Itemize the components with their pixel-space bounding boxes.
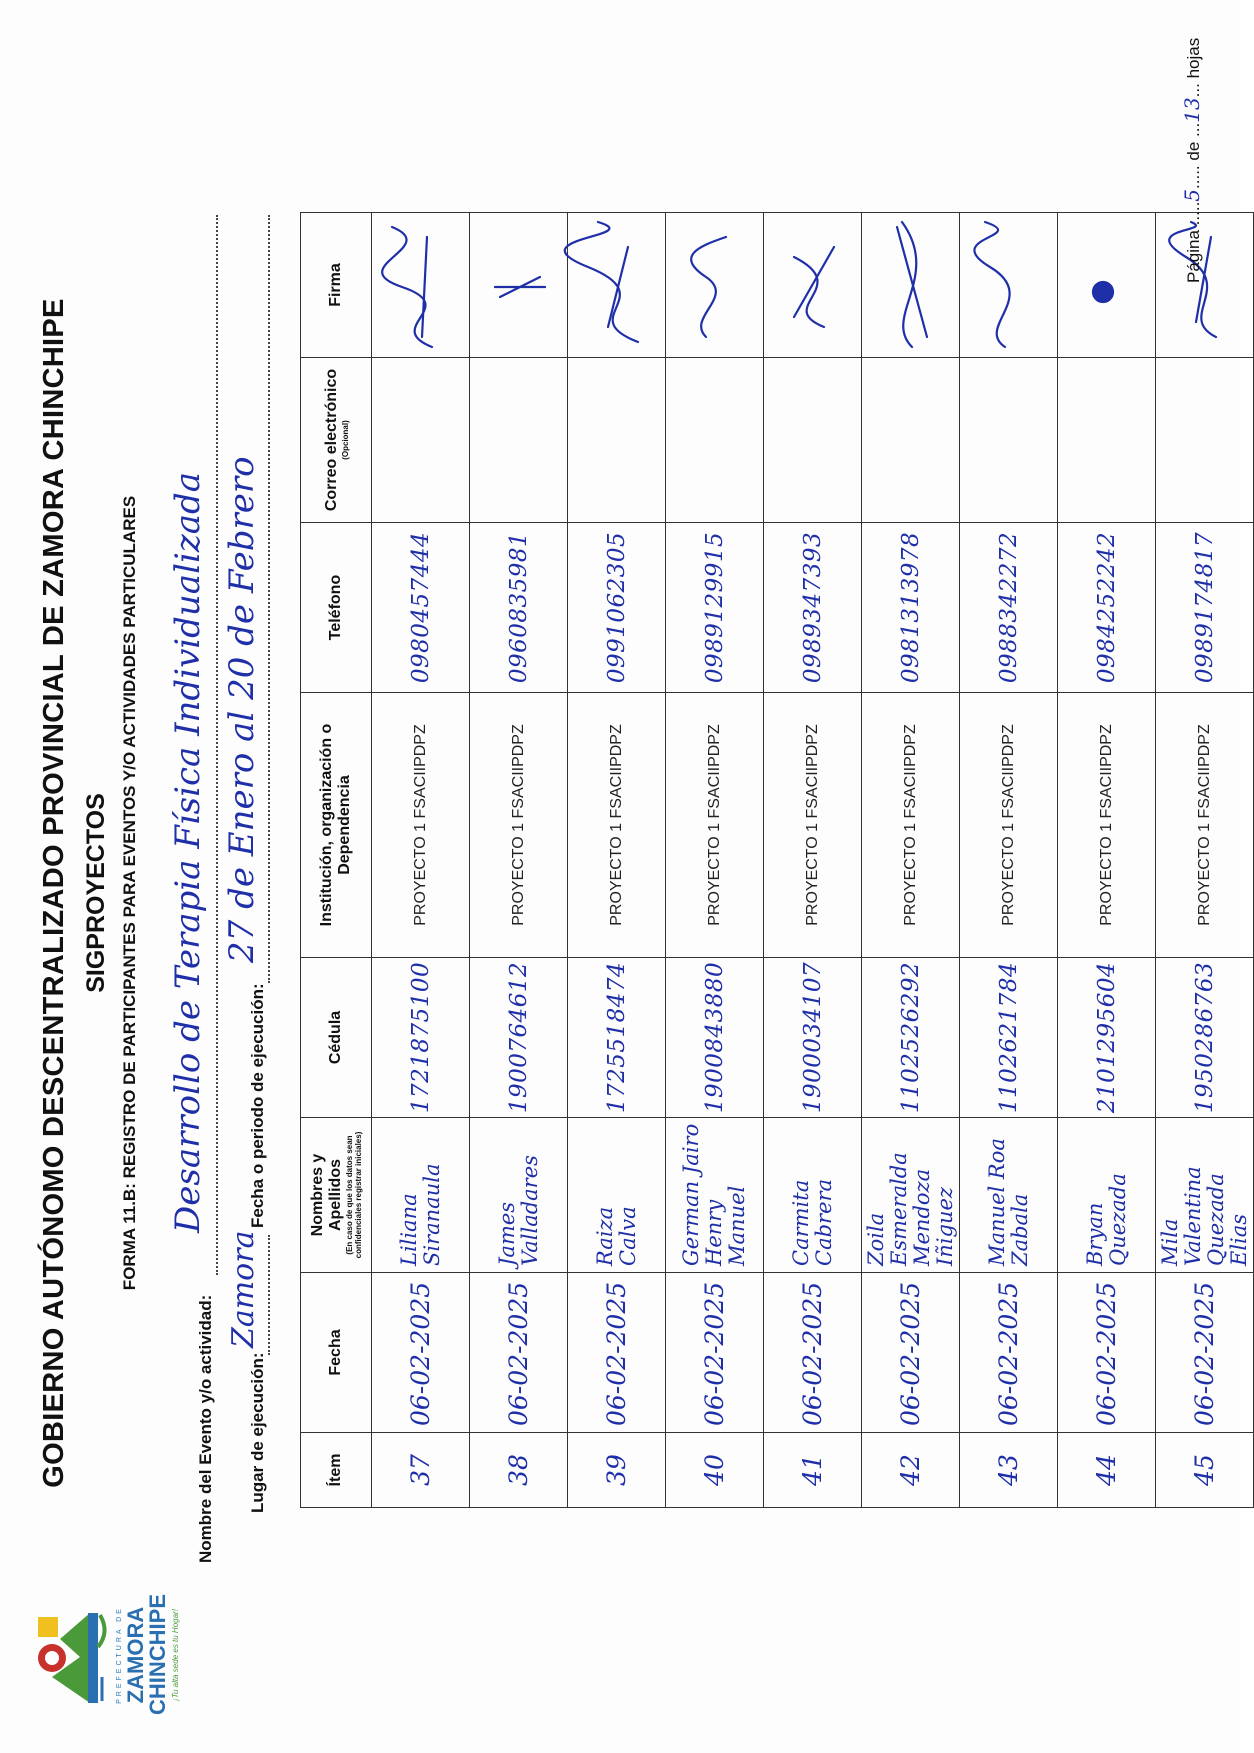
participants-table [300, 212, 1254, 1508]
cell-correo [862, 358, 960, 523]
cell-correo [1156, 358, 1254, 523]
cell-nombre [372, 1118, 470, 1273]
cell-nombre [470, 1118, 568, 1273]
cell-telefono: 0988342272 [960, 523, 1058, 693]
cell-institucion: PROYECTO 1 FSACIIPDPZ [1156, 693, 1254, 958]
cell-telefono: 0991062305 [568, 523, 666, 693]
cell-fecha: 06-02-2025 [862, 1273, 960, 1433]
cell-cedula: 1102526292 [862, 958, 960, 1118]
cell-nombre-line1: Bryan [1082, 1202, 1107, 1266]
header-cedula: Cédula [301, 958, 372, 1118]
signature-icon [372, 212, 469, 357]
header-nombres [301, 1118, 372, 1273]
header-firma: Firma [301, 213, 372, 358]
cell-cedula: 1721875100 [372, 958, 470, 1118]
cell-fecha: 06-02-2025 [470, 1273, 568, 1433]
cell-correo [666, 358, 764, 523]
cell-nombre-line2: Quezada Elias [1203, 1173, 1251, 1266]
table-header-row [301, 213, 372, 1508]
cell-nombre-line2: Mendoza Iñiguez [909, 1168, 957, 1266]
pager-total: 13 [1180, 97, 1204, 123]
cell-telefono: 0984252242 [1058, 523, 1156, 693]
date-dotline [268, 215, 270, 983]
signature-icon [470, 212, 567, 357]
pager-page: 5 [1180, 188, 1204, 202]
cell-fecha: 06-02-2025 [764, 1273, 862, 1433]
cell-nombre [764, 1118, 862, 1273]
table-row [470, 213, 568, 1508]
logo-tagline: ¡Tu alta sede es tu Hogar! [171, 1609, 180, 1701]
header-correo [301, 358, 372, 523]
cell-institucion: PROYECTO 1 FSACIIPDPZ [666, 693, 764, 958]
cell-item: 44 [1058, 1433, 1156, 1508]
cell-fecha: 06-02-2025 [568, 1273, 666, 1433]
table-row [568, 213, 666, 1508]
cell-institucion: PROYECTO 1 FSACIIPDPZ [568, 693, 666, 958]
prefectura-logo [30, 1585, 180, 1715]
cell-item: 43 [960, 1433, 1058, 1508]
cell-cedula: 1725518474 [568, 958, 666, 1118]
signature-icon [568, 212, 665, 357]
cell-nombre-line2: Zabala [1007, 1193, 1032, 1266]
header-institucion: Institución, organización o Dependencia [301, 693, 372, 958]
date-value: 27 de Enero al 20 de Febrero [222, 456, 262, 963]
cell-nombre-line2: Quezada [1105, 1173, 1130, 1266]
cell-institucion: PROYECTO 1 FSACIIPDPZ [1058, 693, 1156, 958]
cell-firma [470, 213, 568, 358]
place-value: Zamora [226, 1230, 261, 1348]
cell-correo [764, 358, 862, 523]
cell-item: 42 [862, 1433, 960, 1508]
cell-cedula: 2101295604 [1058, 958, 1156, 1118]
cell-correo [1058, 358, 1156, 523]
cell-firma [960, 213, 1058, 358]
cell-telefono: 0960835981 [470, 523, 568, 693]
cell-nombre [666, 1118, 764, 1273]
cell-fecha: 06-02-2025 [1058, 1273, 1156, 1433]
header-telefono: Teléfono [301, 523, 372, 693]
cell-cedula: 1102621784 [960, 958, 1058, 1118]
document-subtitle: SIGPROYECTOS [82, 793, 110, 993]
table-row [372, 213, 470, 1508]
cell-cedula: 1900843880 [666, 958, 764, 1118]
signature-icon [1058, 212, 1155, 357]
header-correo-label: Correo electrónico [322, 368, 340, 512]
cell-item: 40 [666, 1433, 764, 1508]
cell-nombre [568, 1118, 666, 1273]
cell-nombre-line1: Manuel Roa [984, 1138, 1009, 1266]
cell-nombre-line2: Siranaula [419, 1163, 444, 1266]
logo-line1: ZAMORA [123, 1606, 148, 1704]
cell-correo [470, 358, 568, 523]
cell-cedula: 1900764612 [470, 958, 568, 1118]
pager-prefix: Página [1184, 230, 1203, 283]
form-title: FORMA 11.B: REGISTRO DE PARTICIPANTES PARA EVENTOS Y/O ACTIVIDADES PARTICULARES [120, 495, 139, 1291]
pager-middle: de [1184, 141, 1203, 161]
cell-nombre-line2: Calva [615, 1206, 640, 1266]
cell-telefono: 0989174817 [1156, 523, 1254, 693]
cell-nombre-line1: German Jairo [679, 1123, 703, 1266]
cell-fecha: 06-02-2025 [960, 1273, 1058, 1433]
cell-firma [862, 213, 960, 358]
cell-telefono: 0980457444 [372, 523, 470, 693]
table-row [1156, 213, 1254, 1508]
cell-nombre-line1: James [494, 1201, 519, 1266]
table-row [960, 213, 1058, 1508]
cell-institucion: PROYECTO 1 FSACIIPDPZ [470, 693, 568, 958]
cell-correo [960, 358, 1058, 523]
cell-fecha: 06-02-2025 [666, 1273, 764, 1433]
header-fecha: Fecha [301, 1273, 372, 1433]
cell-item: 37 [372, 1433, 470, 1508]
table-row [666, 213, 764, 1508]
page-counter: Página .....5..... de ...13... hojas [1180, 37, 1204, 283]
cell-nombre [862, 1118, 960, 1273]
header-nombres-label: Nombres y Apellidos [309, 1153, 344, 1237]
cell-nombre-line2: Henry Manuel [702, 1185, 749, 1266]
cell-nombre-line1: Raiza [592, 1206, 617, 1266]
event-name-value: Desarrollo de Terapia Física Individualizada [168, 471, 208, 1233]
cell-institucion: PROYECTO 1 FSACIIPDPZ [372, 693, 470, 958]
date-label: Fecha o periodo de ejecución: [248, 983, 267, 1228]
cell-telefono: 0989129915 [666, 523, 764, 693]
cell-fecha: 06-02-2025 [1156, 1273, 1254, 1433]
place-label: Lugar de ejecución: [248, 1352, 267, 1513]
header-item: Ítem [301, 1433, 372, 1508]
signature-icon [764, 212, 861, 357]
signature-icon [960, 212, 1057, 357]
cell-item: 41 [764, 1433, 862, 1508]
document-title: GOBIERNO AUTÓNOMO DESCENTRALIZADO PROVINCIAL DE ZAMORA CHINCHIPE [38, 298, 70, 1488]
signature-icon [1156, 212, 1253, 357]
cell-nombre-line2: Cabrera [811, 1178, 836, 1266]
cell-firma [372, 213, 470, 358]
cell-correo [568, 358, 666, 523]
cell-item: 45 [1156, 1433, 1254, 1508]
pager-suffix: hojas [1184, 37, 1203, 79]
cell-cedula: 1950286763 [1156, 958, 1254, 1118]
cell-nombre [1058, 1118, 1156, 1273]
cell-firma [764, 213, 862, 358]
cell-firma [666, 213, 764, 358]
event-name-dotline [216, 215, 218, 1275]
cell-correo [372, 358, 470, 523]
cell-item: 39 [568, 1433, 666, 1508]
cell-nombre-line1: Mila Valentina [1157, 1166, 1205, 1266]
cell-nombre-line1: Zoila Esmeralda [863, 1152, 911, 1266]
cell-firma [568, 213, 666, 358]
cell-nombre-line1: Carmita [788, 1179, 813, 1266]
table-row [764, 213, 862, 1508]
cell-telefono: 0981313978 [862, 523, 960, 693]
logo-small-text: PREFECTURA DE [116, 1606, 123, 1704]
signature-icon [862, 212, 959, 357]
header-nombres-note: (En caso de que los datos sean confidenciales registrar iniciales) [345, 1131, 363, 1259]
cell-institucion: PROYECTO 1 FSACIIPDPZ [862, 693, 960, 958]
event-name-label: Nombre del Evento y/o actividad: [196, 1294, 215, 1563]
cell-item: 38 [470, 1433, 568, 1508]
table-row [862, 213, 960, 1508]
prefectura-emblem-icon [30, 1609, 112, 1707]
table-row [1058, 213, 1156, 1508]
place-dotline [268, 1235, 270, 1355]
cell-institucion: PROYECTO 1 FSACIIPDPZ [960, 693, 1058, 958]
header-correo-note: (Opcional) [340, 420, 350, 460]
logo-line2: CHINCHIPE [145, 1593, 170, 1715]
cell-nombre [1156, 1118, 1254, 1273]
cell-cedula: 1900034107 [764, 958, 862, 1118]
cell-nombre-line2: Valladares [517, 1155, 542, 1266]
cell-institucion: PROYECTO 1 FSACIIPDPZ [764, 693, 862, 958]
cell-firma [1058, 213, 1156, 358]
cell-nombre-line1: Liliana [396, 1193, 421, 1266]
cell-nombre [960, 1118, 1058, 1273]
cell-fecha: 06-02-2025 [372, 1273, 470, 1433]
signature-icon [666, 212, 763, 357]
cell-firma [1156, 213, 1254, 358]
cell-telefono: 0989347393 [764, 523, 862, 693]
